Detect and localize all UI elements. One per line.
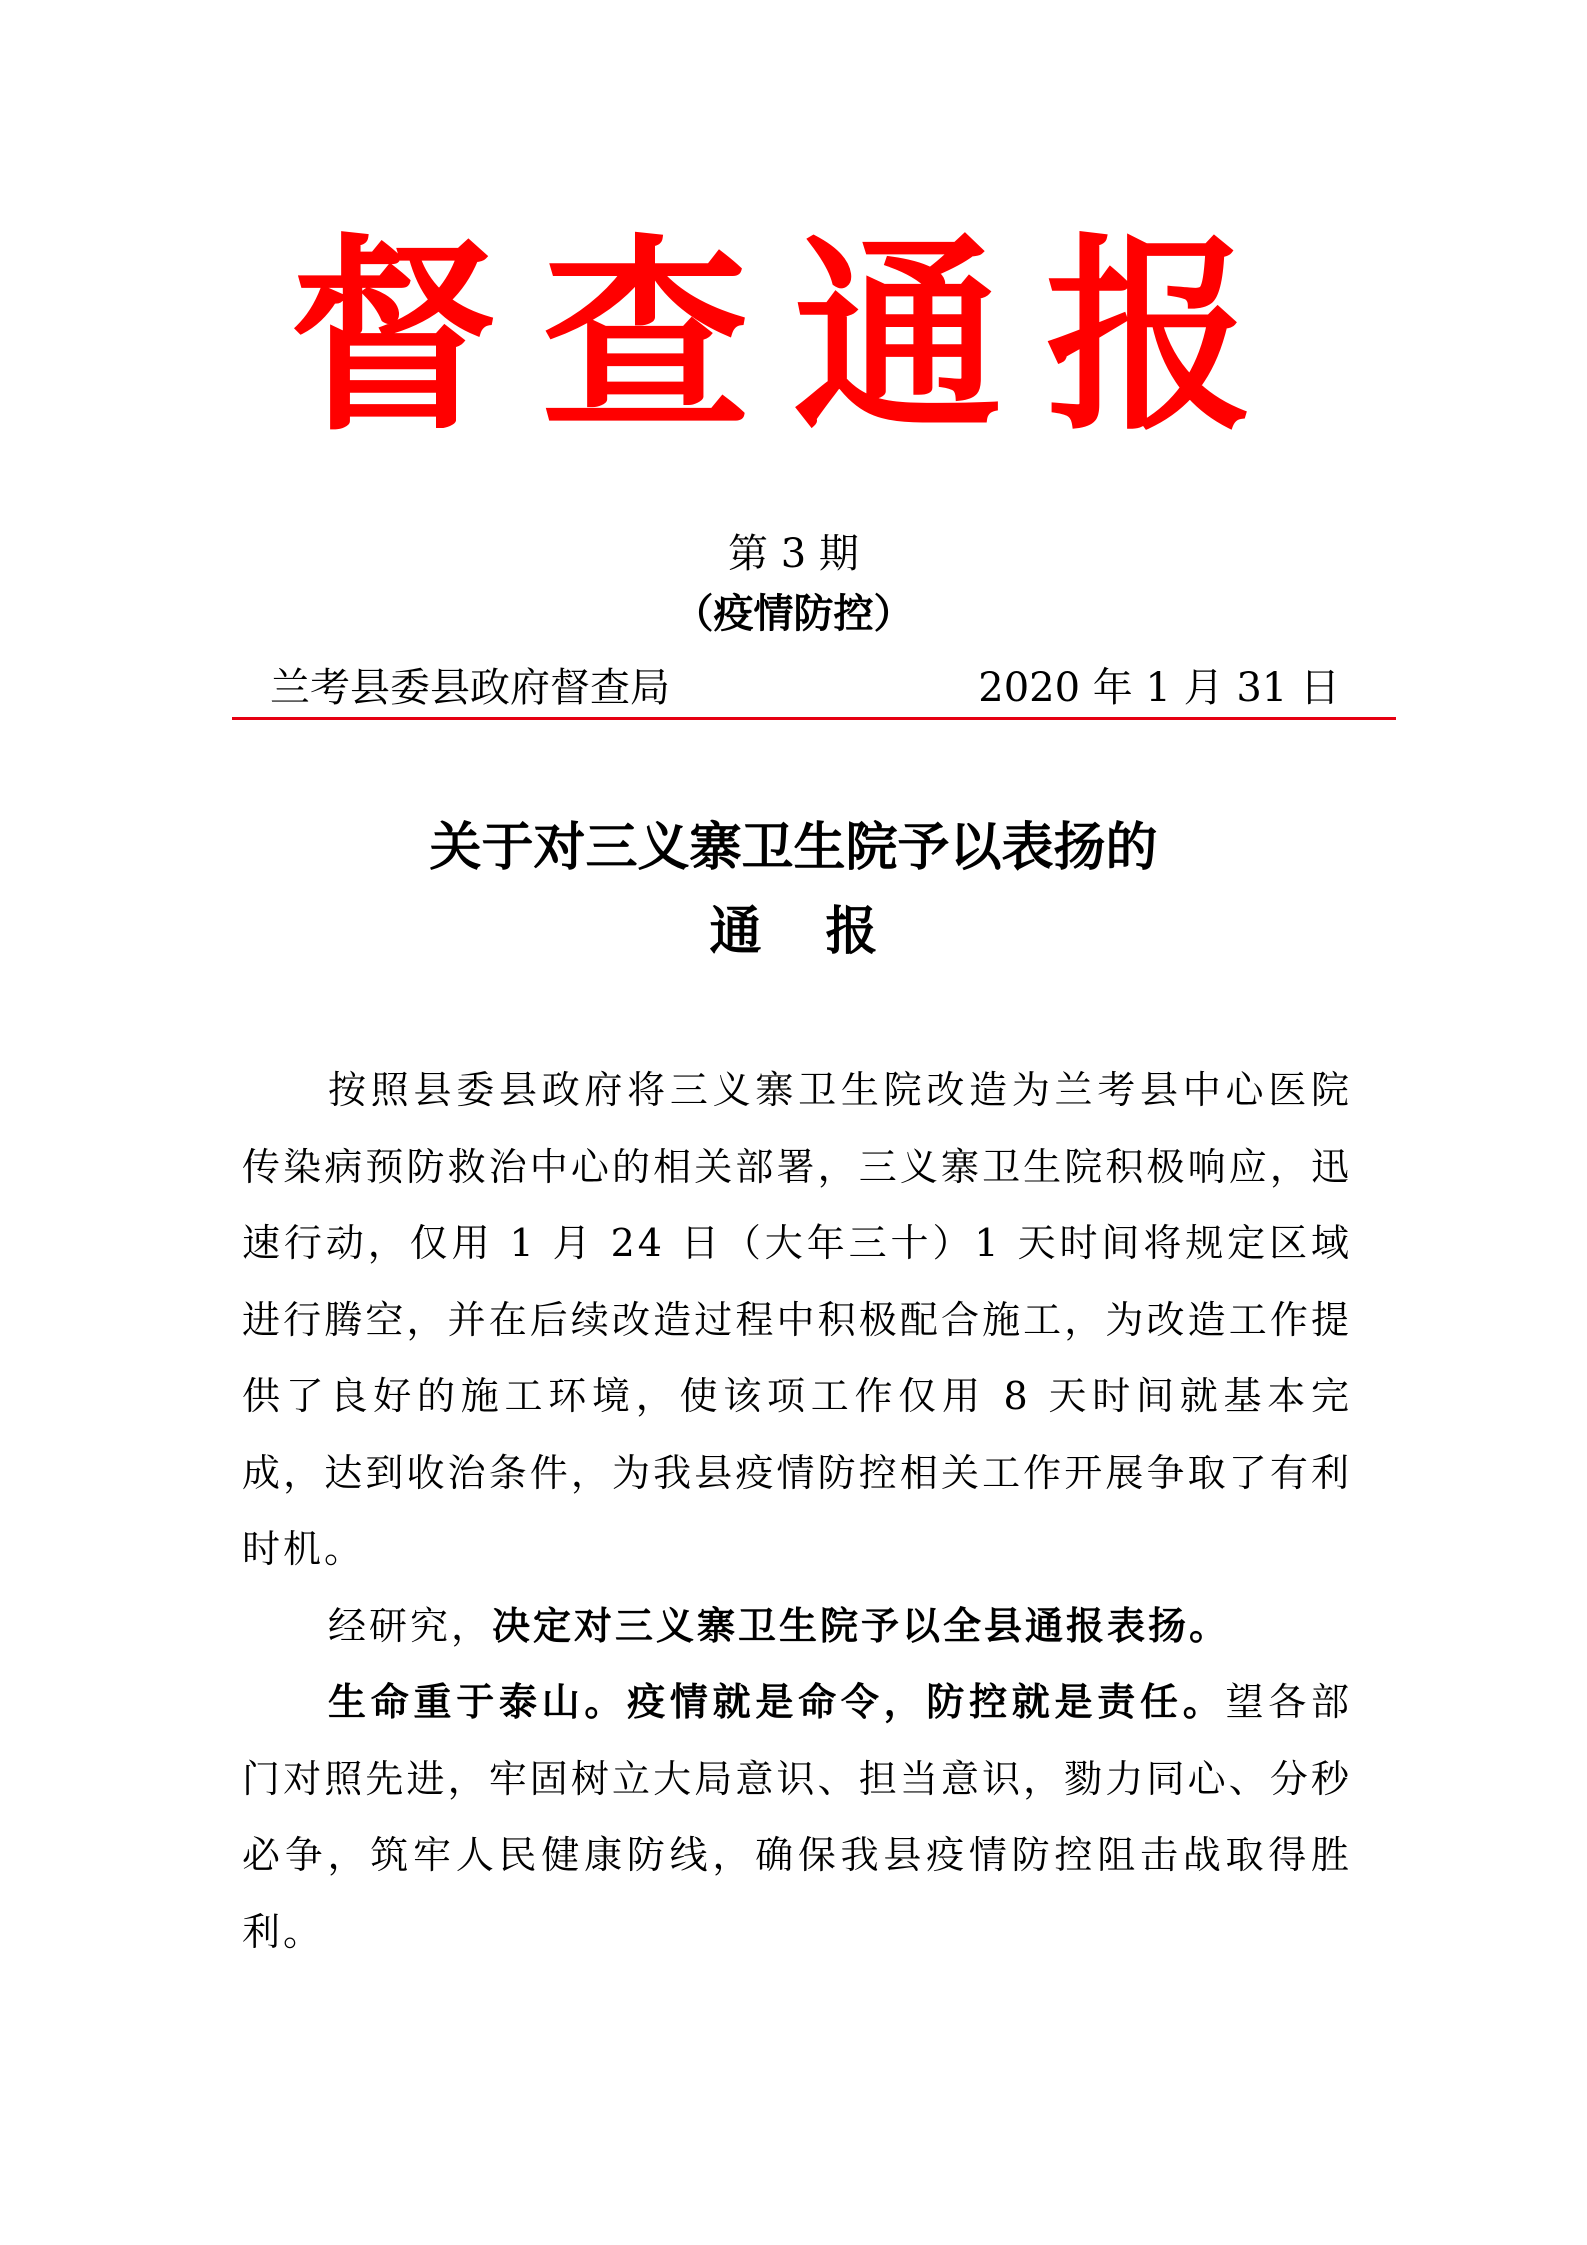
paragraph-3-emphasis: 生命重于泰山。疫情就是命令，防控就是责任。 xyxy=(328,1679,1226,1724)
red-divider xyxy=(232,717,1396,720)
topic-label: （疫情防控） xyxy=(673,590,914,637)
document-body xyxy=(242,1052,1352,1970)
issuer-date-row xyxy=(232,660,1340,716)
paragraph-2-lead: 经研究， xyxy=(328,1603,493,1648)
issue-number: 第 3 期 xyxy=(728,531,859,577)
document-title-line-2: 通报 xyxy=(709,902,942,962)
body-paragraph-1: 按照县委县政府将三义寨卫生院改造为兰考县中心医院传染病预防救治中心的相关部署，三义寨卫生院积极响应，迅速行动，仅用 1 月 24 日（大年三十）1 天时间将规定区域进行腾空，并在后续改造过程中积极配合施工，为改造工作提供了良好的施工环境，使该项工作仅用 8 天时间就基本完成，达到收治条件，为我县疫情防控相关工作开展争取了有利时机。 xyxy=(242,1068,1352,1571)
issuer-name: 兰考县委县政府督查局 xyxy=(270,665,670,711)
masthead-title: 督查通报 xyxy=(289,217,1298,459)
body-paragraph-3 xyxy=(242,1664,1352,1970)
paragraph-3-rest: 望各部门对照先进，牢固树立大局意识、担当意识，勠力同心、分秒必争，筑牢人民健康防线，确保我县疫情防控阻击战取得胜利。 xyxy=(242,1680,1352,1954)
body-paragraph-2 xyxy=(242,1588,1352,1665)
document-title-line-1: 关于对三义寨卫生院予以表扬的 xyxy=(429,818,1158,878)
issue-date: 2020 年 1 月 31 日 xyxy=(978,665,1340,711)
paragraph-2-emphasis: 决定对三义寨卫生院予以全县通报表扬。 xyxy=(492,1602,1231,1648)
